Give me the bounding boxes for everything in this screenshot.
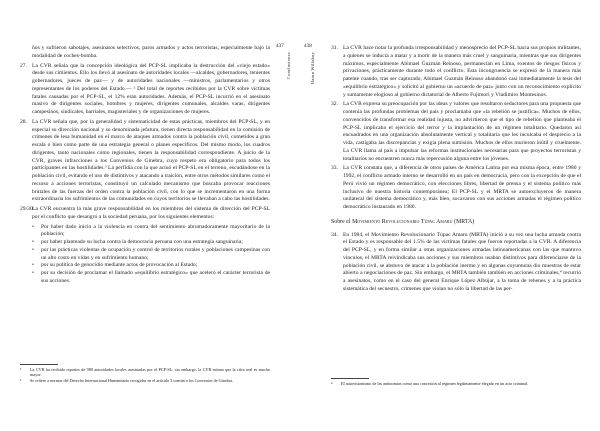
paragraph-27 <box>20 63 270 117</box>
page-number: 438 <box>304 43 312 49</box>
paragraph-31 <box>331 45 581 99</box>
footnote-number: ² <box>20 367 22 372</box>
paragraph-text: La CVR expresa su preocupación por las ideas y valores que resultaron seductores para una propuesta que contenía las profundas problemas del país y proclamaba que «la rebelión se justifica». Muchos de ellos, convencidos de transformar esa realidad injusta, no advirtieron que el tipo de rebelión que planteaba el PCP-SL implicaba el ejercicio del terror y la implantación de un régimen totalitario. Quedaron así encuadrados en una organización absolutamente vertical y totalitaria que les inculcaba el desprecio a la vida, castigaba las discrepancias y exigía plena sumisión. Muchos de ellos murieron inútil y cruelmente. La CVR llama al país a impulsar las reformas institucionales necesarias para que proyectos terroristas y totalitarios no encuentren nunca más repercusión alguna entre los jóvenes. <box>343 101 581 162</box>
paragraph-28 <box>20 119 270 204</box>
footnotes <box>331 381 581 387</box>
paragraph-text: ños y sufrieron sabotajes, asesinatos selectivos, paros armados y actos terroristas, especialmente bajo la modalidad de coches-bomba. <box>32 45 270 59</box>
paragraph-number: 31. <box>331 45 338 51</box>
footnote-text: La CVR ha recibido reportes de 980 autoridades locales asesinadas por el PCP-SL; sin embargo, la CVR estima que la cifra real es mucho mayor. <box>30 367 270 378</box>
paragraph-number: 27. <box>20 62 27 69</box>
footnote-number: ³ <box>20 378 22 384</box>
footnote-text: El autovisionismo de las antinomias como una concesión al régimen legítimamente elegido en un acto criminal. <box>341 381 529 386</box>
bullet-item: • por las prácticas violentas de ocupación y control de territorios rurales y poblaciones campesinas con un alto costo en vidas y en sufrimiento humano; <box>32 247 270 263</box>
bullet-list <box>20 224 270 286</box>
heading-prefix: Sobre el <box>331 218 353 225</box>
paragraph-number: 32. <box>331 101 338 108</box>
heading-smallcaps: Movimiento Revolucionario Túpac Amaru <box>352 218 453 225</box>
paragraph-cont <box>20 45 270 61</box>
right-text-column <box>331 45 581 296</box>
footnote <box>20 367 270 377</box>
footnotes <box>20 367 270 385</box>
footnote-text: Se refiere a normas del Derecho Internacional Humanitario recogidas en el artículo 3 común a los Convenios de Ginebra. <box>30 378 234 384</box>
paragraph-text: La CVR constata que, a diferencia de otros países de América Latina por esa misma época, entre 1980 y 1992, el conflicto armado interno se desarrolló en un país en democracia, pero con la excepción de que el Perú vivió un régimen democrático, con elecciones libres, libertad de prensa y el sistema político más inclusivo de nuestra historia contemporánea; El PCP-SL y el MRTA se autoexcluyeron de manera unilateral del sistema democrático y, más bien, socavaron con sus acciones armadas el régimen político democrático instaurado en 1980. <box>343 165 581 210</box>
bullet-item: • por su política de genocidio mediante actos de provocación al Estado; <box>32 262 270 270</box>
paragraph-text: La CVR encuentra la más grave responsabilidad en los miembros del sistema de dirección del PCP-SL por el conflicto que desangró a la sociedad peruana, por los siguientes elementos: <box>32 206 270 220</box>
running-head: Hatun Willakuy <box>310 52 315 85</box>
paragraph-29-30 <box>20 206 270 222</box>
left-text-column <box>20 45 270 286</box>
footnote <box>20 378 270 383</box>
paragraph-32 <box>331 101 581 163</box>
paragraph-number: 28. <box>20 118 27 125</box>
paragraph-number: 34. <box>331 231 338 238</box>
bullet-item: • por haber planteado su lucha contra la democracia peruana con una estrategia sanguinaria; <box>32 239 270 247</box>
running-head: Conclusiones <box>286 52 291 80</box>
page-number: 437 <box>276 43 284 49</box>
paragraph-text: La CVR hace notar la profunda irresponsabilidad y menosprecio del PCP-SL hacia sus propios militantes, a quienes se inducía a matar y a morir de la manera más cruel y sanguinaria, mientras que sus dirigentes máximos, especialmente Abimael Guzmán Reinoso, permanecían en Lima, exentos de riesgos físicos y privaciones, prácticamente durante todo el conflicto. Esta incongruencia se expresó de la manera más patente cuando, tras ser capturado, Abimael Guzmán Reinoso abandonó casi inmediatamente la tesis del «equilibrio estratégico» y solicitó al gobierno un «acuerdo de paz» junto con un reconocimiento explícito y sumamente elogioso al gobierno dictatorial de Alberto Fujimori y Vladimiro Montesinos. <box>343 45 581 98</box>
paragraph-number: 33. <box>331 165 338 172</box>
bullet-item: • por su decisión de proclamar el llamado «equilibrio estratégico» que aceleró el carácter terrorista de sus acciones. <box>32 270 270 286</box>
footnote-rule <box>331 378 369 379</box>
paragraph-number: 29/30. <box>20 206 35 212</box>
paragraph-text: La CVR señala que la concepción ideológica del PCP-SL implicaba la destrucción del «viejo estado» desde sus cimientos. Ello los llevó al asesinato de autoridades locales —alcaldes, gobernadores, tenientes gobernadores, jueces de paz— y de autoridades nacionales —ministros, parlamentarios y otros representantes de los poderes del Estado.— ² Del total de reportes recibidos por la CVR sobre víctimas fatales causadas por el PCP-SL, el 12% eran autoridades. Además, el PCP-SL incurrió en el asesinato masivo de dirigentes sociales, hombres y mujeres, dirigentes comunales, alcaldes varas, dirigentes campesinos, sindicales, barriales, magisteriales y de organizaciones de mujeres. <box>32 62 270 115</box>
heading-suffix: (MRTA) <box>452 218 475 225</box>
paragraph-34 <box>331 232 581 294</box>
footnote-number: ⁴ <box>331 381 333 386</box>
footnote-rule <box>20 364 58 365</box>
right-page <box>300 0 600 431</box>
paragraph-text: En 1984, el Movimiento Revolucionario Túpac Amaru (MRTA) inició a su vez una lucha armada contra el Estado y es responsable del 1.5% de las víctimas fatales que fueron reportadas a la CVR. A diferencia del PCP-SL, y en forma similar a otras organizaciones armadas latinoamericanas con las que mantuvo vínculos, el MRTA reivindicaba sus acciones y sus miembros usaban distintivos para diferenciarse de la población civil, se abstuvo de atacar a la población inerme y en algunas coyunturas dio muestras de estar abierto a negociaciones de paz. Sin embargo, el MRTA también también en acciones criminales,⁴ recurrió a asesinatos, como en el caso del general Enrique López Albújar, a la toma de rehenes y a la práctica sistemática del secuestro, crímenes que violan no sólo la libertad de las per- <box>343 231 581 292</box>
footnote <box>331 381 581 386</box>
bullet-item: • Por haber dado inicio a la violencia en contra del sentimiento abrumadoramente mayoritario de la población; <box>32 224 270 240</box>
section-heading <box>331 219 581 227</box>
paragraph-text: La CVR señala que, por la generalidad y sistematicidad de estas prácticas, miembros del PCP-SL, y en especial su dirección nacional y su denominada jefatura, tienen directa responsabilidad en la comisión de crímenes de lesa humanidad en el marco de ataques armados contra la población civil, cometidos a gran escala o bien como parte de una estrategia general o planes específicos. Del mismo modo, los cuadros dirigentes, tanto nacionales como regionales, tienen la responsabilidad correspondiente. A juicio de la CVR, graves infracciones a los Convenios de Ginebra, cuyo respeto era obligatorio para todos los participantes en las hostilidades.³ La perfidia con la que actuó el PCP-SL en el terreno, escudándose en la población civil, evitando el uso de distintivos y atacando a traición, entre otros métodos similares como el recurso a acciones terroristas, constituyó un calculado mecanismo que buscaba provocar reacciones brutales de las fuerzas del orden contra la población civil, con lo que se incrementaron en una forma extraordinaria los sufrimientos de las comunidades en cuyos territorios se llevaban a cabo las hostilidades. <box>32 118 270 203</box>
paragraph-33 <box>331 165 581 212</box>
